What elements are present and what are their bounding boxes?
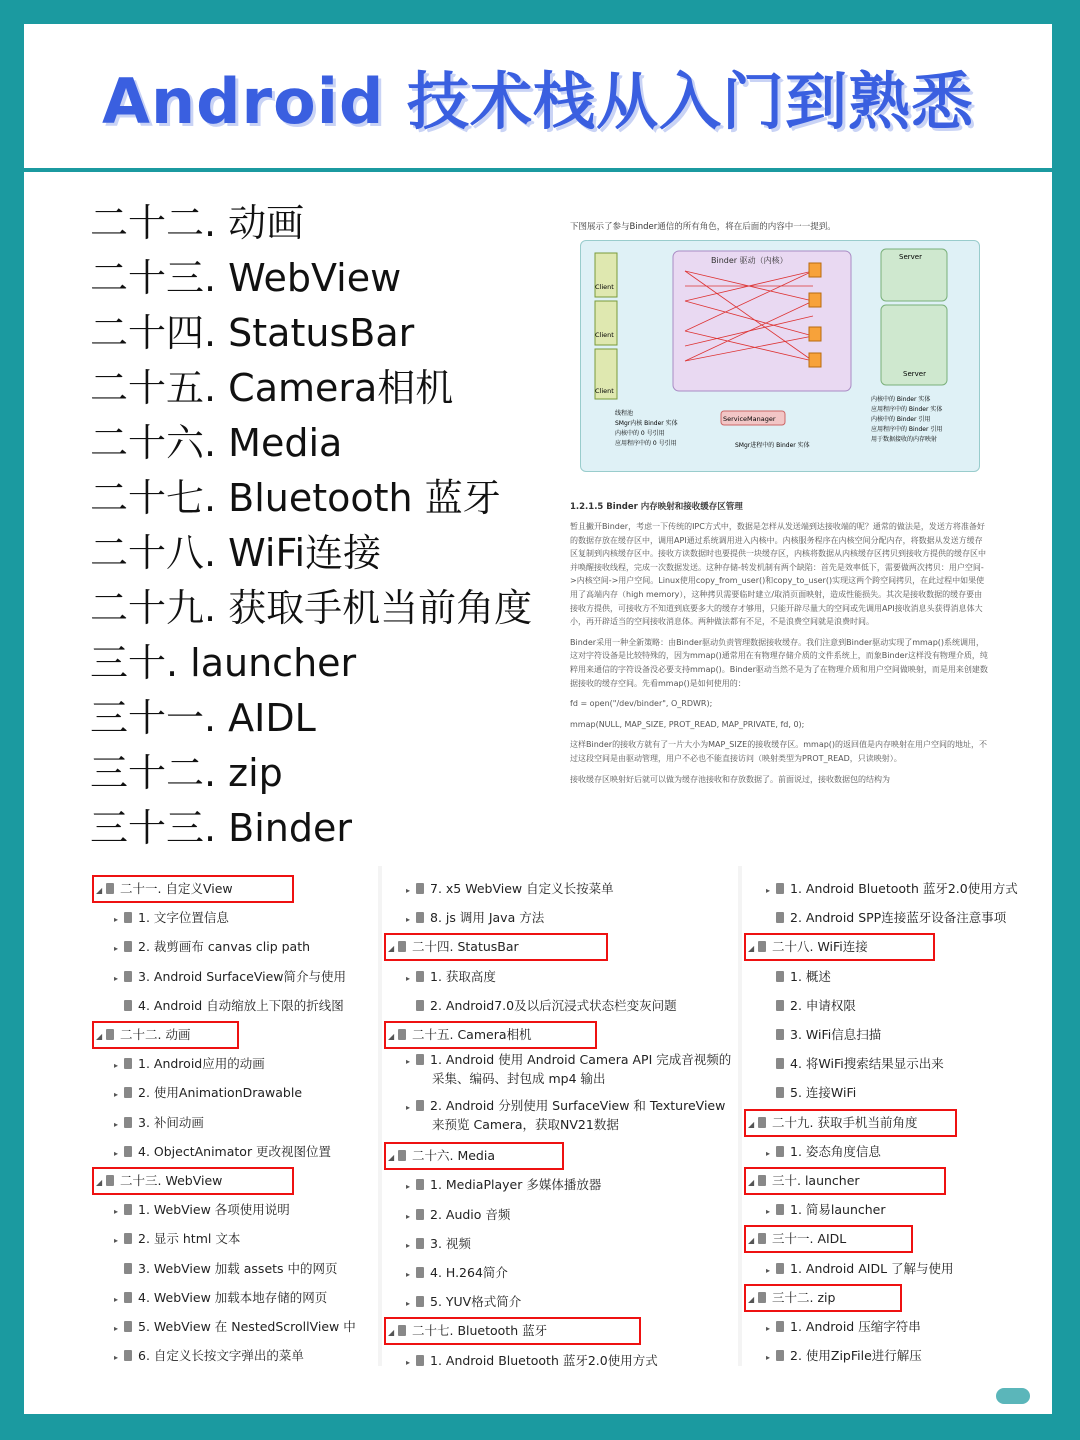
toc-item: 二十六. Media xyxy=(90,421,343,465)
page-frame xyxy=(24,24,1052,1414)
toc-item: 二十五. Camera相机 xyxy=(90,366,454,410)
client-label-3: Client xyxy=(595,387,614,395)
outline-item-label: 3. Android SurfaceView简介与使用 xyxy=(138,968,346,984)
collapse-triangle-icon[interactable]: ▸ xyxy=(406,1270,411,1279)
bookmark-icon xyxy=(776,912,784,923)
bookmark-icon xyxy=(776,1000,784,1011)
collapse-triangle-icon[interactable]: ▸ xyxy=(114,944,119,954)
bookmark-icon xyxy=(416,1267,424,1278)
legend-right-0: 内核中的 Binder 实体 xyxy=(871,396,931,403)
collapse-triangle-icon[interactable]: ▸ xyxy=(114,1119,119,1129)
expand-triangle-icon[interactable]: ◢ xyxy=(748,1119,755,1129)
collapse-triangle-icon[interactable]: ▸ xyxy=(114,1236,119,1246)
outline-item-label: 三十. launcher xyxy=(772,1173,860,1188)
outline-item[interactable] xyxy=(766,1197,886,1223)
highlight-box xyxy=(384,1142,564,1170)
collapse-triangle-icon[interactable]: ▸ xyxy=(406,915,411,925)
outline-item-label: 二十四. StatusBar xyxy=(412,939,519,955)
outline-item[interactable] xyxy=(114,1197,290,1223)
outline-item[interactable] xyxy=(776,1080,856,1106)
bookmark-icon xyxy=(776,1029,784,1040)
bookmark-icon xyxy=(776,1058,784,1069)
collapse-triangle-icon[interactable]: ▸ xyxy=(766,886,771,895)
outline-item[interactable] xyxy=(776,1022,881,1048)
toc-item: 三十一. AIDL xyxy=(90,696,316,740)
collapse-triangle-icon[interactable]: ▸ xyxy=(114,1353,119,1363)
outline-column-3 xyxy=(742,866,1018,1366)
outline-item-label: 1. Android Bluetooth 蓝牙2.0使用方式 xyxy=(790,881,1018,896)
legend-left-2: 内核中的 0 号引用 xyxy=(615,430,665,437)
bookmark-icon xyxy=(124,1233,132,1244)
collapse-triangle-icon[interactable]: ▸ xyxy=(406,1211,411,1221)
outline-item-label: 1. Android Bluetooth 蓝牙2.0使用方式 xyxy=(430,1352,658,1368)
server-label-1: Server xyxy=(899,253,922,261)
outline-item[interactable] xyxy=(406,1202,510,1228)
outline-item-label: 3. 补间动画 xyxy=(138,1114,204,1130)
outline-item[interactable] xyxy=(114,1343,304,1369)
bookmark-icon xyxy=(124,1146,132,1157)
collapse-triangle-icon[interactable]: ▸ xyxy=(114,1061,119,1071)
outline-item-label: 1. MediaPlayer 多媒体播放器 xyxy=(430,1177,602,1193)
highlight-box xyxy=(384,1317,641,1345)
doc-paragraph: 这样Binder的接收方就有了一片大小为MAP_SIZE的接收缓存区。mmap()的返回值是内存映射在用户空间的地址，不过这段空间是由驱动管理，用户不必也不能直接访问（映射类型为PROT_READ，只读映射）。 xyxy=(570,740,988,763)
outline-item[interactable] xyxy=(114,1110,204,1136)
collapse-triangle-icon[interactable]: ▸ xyxy=(406,1357,411,1367)
bookmark-icon xyxy=(124,1058,132,1069)
collapse-triangle-icon[interactable]: ▸ xyxy=(406,886,411,895)
driver-label: Binder 驱动（内核） xyxy=(711,256,788,265)
outline-item[interactable] xyxy=(406,1172,601,1198)
bookmark-icon xyxy=(416,1100,424,1111)
expand-triangle-icon[interactable]: ◢ xyxy=(96,1178,103,1187)
collapse-triangle-icon[interactable]: ▸ xyxy=(114,1090,119,1100)
collapse-triangle-icon[interactable]: ▸ xyxy=(766,1324,771,1333)
outline-item-label: 7. x5 WebView 自定义长按菜单 xyxy=(430,881,614,896)
outline-item-label: 5. 连接WiFi xyxy=(790,1085,857,1101)
collapse-triangle-icon[interactable]: ▸ xyxy=(406,1182,411,1192)
bookmark-icon xyxy=(124,1321,132,1332)
outline-item-label: 4. WebView 加载本地存储的网页 xyxy=(138,1289,328,1305)
outline-item-label: 2. 使用AnimationDrawable xyxy=(138,1085,303,1101)
expand-triangle-icon[interactable]: ◢ xyxy=(748,1178,755,1187)
outline-column-2 xyxy=(382,866,738,1366)
outline-item-label: 5. YUV格式简介 xyxy=(430,1294,522,1310)
outline-column-1 xyxy=(90,866,378,1366)
driver-box xyxy=(673,251,851,391)
outline-item-label: 1. 文字位置信息 xyxy=(138,910,229,926)
outline-item-label: 三十二. zip xyxy=(772,1289,836,1305)
bookmark-icon xyxy=(416,1209,424,1220)
bookmark-icon xyxy=(124,1087,132,1098)
outline-item[interactable] xyxy=(406,1231,471,1257)
highlight-box xyxy=(92,1021,239,1049)
highlight-box xyxy=(92,875,294,903)
bookmark-icon xyxy=(124,941,132,952)
page-title: Android 技术栈从入门到熟悉 xyxy=(102,64,974,138)
collapse-triangle-icon[interactable]: ▸ xyxy=(406,973,411,983)
bookmark-icon xyxy=(124,1292,132,1303)
outline-item-label: 2. Android SPP连接蓝牙设备注意事项 xyxy=(790,910,1007,926)
bookmark-icon xyxy=(124,1204,132,1215)
outline-item-label: 二十八. WiFi连接 xyxy=(772,939,868,955)
watermark-badge xyxy=(996,1388,1030,1404)
outline-item[interactable] xyxy=(406,1260,508,1286)
collapse-triangle-icon[interactable]: ▸ xyxy=(406,1057,411,1067)
outline-item-label: 3. WebView 加载 assets 中的网页 xyxy=(138,1260,338,1276)
collapse-triangle-icon[interactable]: ▸ xyxy=(406,1299,411,1309)
outline-item-label: 5. WebView 在 NestedScrollView 中 xyxy=(138,1319,356,1334)
outline-item-label: 4. H.264简介 xyxy=(430,1265,508,1280)
outline-item-label: 6. 自定义长按文字弹出的菜单 xyxy=(138,1348,304,1364)
legend-right-3: 应用程序中的 Binder 引用 xyxy=(871,426,943,433)
outline-item-label: 8. js 调用 Java 方法 xyxy=(430,910,545,926)
legend-left-1: SMgr内核 Binder 实体 xyxy=(615,420,678,427)
bookmark-icon xyxy=(124,971,132,982)
doc-code-line: fd = open("/dev/binder", O_RDWR); xyxy=(570,699,713,709)
title-bar xyxy=(24,24,1052,172)
client-label-1: Client xyxy=(595,283,614,291)
legend-right-1: 应用程序中的 Binder 实体 xyxy=(871,406,943,413)
service-manager-label: ServiceManager xyxy=(723,415,776,423)
toc-item: 三十二. zip xyxy=(90,751,283,795)
doc-heading: 1.2.1.5 Binder 内存映射和接收缓存区管理 xyxy=(570,502,743,512)
outline-item[interactable] xyxy=(124,993,344,1019)
outline-item[interactable] xyxy=(406,1289,521,1315)
outline-item-label: 1. Android应用的动画 xyxy=(138,1056,265,1072)
bookmark-icon xyxy=(776,971,784,982)
toc-item: 三十. launcher xyxy=(90,641,357,685)
doc-paragraph: Binder采用一种全新策略：由Binder驱动负责管理数据接收缓存。我们注意到Binder驱动实现了mmap()系统调用，这对字符设备是比较特殊的，因为mmap()通常用在有物理存储介质的文件系统上，而象Binder这样没有物理介质，纯粹用来通信的字符设备没必要支持mmap()。Binder驱动当然不是为了在物理介质和用户空间做映射，而是用来创建数据接收的缓存空间。先看mmap()是如何使用的： xyxy=(570,637,988,688)
outline-item-label-line2: 采集、编码、封包成 mp4 输出 xyxy=(432,1071,606,1087)
bookmark-icon xyxy=(776,1087,784,1098)
outline-item[interactable] xyxy=(114,1139,331,1165)
document-excerpt xyxy=(570,220,990,860)
collapse-triangle-icon[interactable]: ▸ xyxy=(406,1240,411,1250)
highlight-box xyxy=(744,933,935,961)
outline-item-label: 1. 获取高度 xyxy=(430,968,496,984)
bookmark-icon xyxy=(776,1146,784,1157)
outline-item-label: 3. WiFi信息扫描 xyxy=(790,1027,882,1042)
legend-right-4: 用于数据接收的内存映射 xyxy=(871,436,938,443)
toc-item: 二十八. WiFi连接 xyxy=(90,531,382,575)
client-label-2: Client xyxy=(595,331,614,339)
expand-triangle-icon[interactable]: ◢ xyxy=(748,944,755,954)
bookmark-icon xyxy=(416,1355,424,1366)
expand-triangle-icon[interactable]: ◢ xyxy=(388,1328,395,1338)
bookmark-icon xyxy=(416,1054,424,1065)
expand-triangle-icon[interactable]: ◢ xyxy=(388,1153,395,1163)
outline-item[interactable] xyxy=(406,1348,658,1374)
toc-item: 二十九. 获取手机当前角度 xyxy=(90,586,533,630)
outline-item-label: 2. 显示 html 文本 xyxy=(138,1231,241,1247)
bookmark-icon xyxy=(776,1204,784,1215)
legend-left-3: 应用程序中的 0 号引用 xyxy=(615,440,677,447)
outline-item-label: 二十三. WebView xyxy=(120,1173,223,1188)
bookmark-icon xyxy=(416,883,424,894)
collapse-triangle-icon[interactable]: ▸ xyxy=(766,1353,771,1363)
outline-item[interactable] xyxy=(406,905,544,931)
outline-item-label-line2: 来预览 Camera，获取NV21数据 xyxy=(432,1117,619,1133)
outline-item-label: 1. Android 使用 Android Camera API 完成音视频的 xyxy=(430,1052,732,1068)
highlight-box xyxy=(92,1167,294,1195)
collapse-triangle-icon[interactable]: ▸ xyxy=(766,1265,771,1275)
toc-item: 二十三. WebView xyxy=(90,256,402,300)
outline-item[interactable] xyxy=(114,1285,327,1311)
expand-triangle-icon[interactable]: ◢ xyxy=(96,886,103,895)
outline-item[interactable] xyxy=(114,905,229,931)
bookmark-icon xyxy=(124,1117,132,1128)
outline-item[interactable] xyxy=(766,1256,954,1282)
collapse-triangle-icon[interactable]: ▸ xyxy=(766,1207,771,1217)
outline-item-label: 二十五. Camera相机 xyxy=(412,1027,532,1042)
bookmark-icon xyxy=(416,1238,424,1249)
collapse-triangle-icon[interactable]: ▸ xyxy=(114,1294,119,1304)
outline-item-label: 4. 将WiFi搜索结果显示出来 xyxy=(790,1056,944,1072)
outline-item-label: 2. 裁剪画布 canvas clip path xyxy=(138,939,311,955)
collapse-triangle-icon[interactable]: ▸ xyxy=(114,1207,119,1217)
outline-item[interactable] xyxy=(766,1343,922,1369)
legend-right-2: 内核中的 Binder 引用 xyxy=(871,416,931,423)
outline-item-label: 3. 视频 xyxy=(430,1235,471,1251)
outline-item[interactable] xyxy=(766,1139,881,1165)
highlight-box xyxy=(384,933,608,961)
legend-bottom: SMgr进程中的 Binder 实体 xyxy=(735,442,810,449)
outline-item[interactable] xyxy=(776,964,831,990)
outline-screenshots xyxy=(90,866,1018,1368)
outline-item[interactable] xyxy=(114,1080,302,1106)
expand-triangle-icon[interactable]: ◢ xyxy=(96,1032,103,1041)
bookmark-icon xyxy=(124,1350,132,1361)
bookmark-icon xyxy=(416,1000,424,1011)
outline-item-label: 二十七. Bluetooth 蓝牙 xyxy=(412,1323,548,1339)
outline-item-label: 4. ObjectAnimator 更改视图位置 xyxy=(138,1143,332,1159)
outline-item-label: 2. 使用ZipFile进行解压 xyxy=(790,1348,922,1364)
outline-item-label: 1. 姿态角度信息 xyxy=(790,1143,881,1159)
server-label-2: Server xyxy=(903,370,926,378)
binder-diagram-svg xyxy=(581,241,981,473)
toc-item: 二十七. Bluetooth 蓝牙 xyxy=(90,476,501,520)
expand-triangle-icon[interactable]: ◢ xyxy=(748,1236,755,1246)
bookmark-icon xyxy=(776,1263,784,1274)
outline-item[interactable] xyxy=(114,1226,240,1252)
outline-item[interactable] xyxy=(766,876,1018,902)
bookmark-icon xyxy=(124,912,132,923)
outline-item[interactable] xyxy=(776,993,856,1019)
toc-item: 三十三. Binder xyxy=(90,806,352,850)
toc-list xyxy=(90,196,560,856)
highlight-box xyxy=(744,1109,957,1137)
outline-item[interactable] xyxy=(114,964,346,990)
outline-item-label: 2. Audio 音频 xyxy=(430,1206,511,1222)
outline-item[interactable] xyxy=(406,964,496,990)
collapse-triangle-icon[interactable]: ▸ xyxy=(114,1324,119,1333)
collapse-triangle-icon[interactable]: ▸ xyxy=(406,1103,411,1113)
doc-paragraph: 暂且撇开Binder，考虑一下传统的IPC方式中，数据是怎样从发送端到达接收端的呢？通常的做法是，发送方将准备好的数据存放在缓存区中，调用API通过系统调用进入内核中。内核服务程序在内核空间分配内存，将数据从发送方缓存区复制到内核缓存区中。接收方读数据时也要提供一块缓存区，内核将数据从内核缓存区拷贝到接收方提供的缓存区中并唤醒接收线程，完成一次数据发送。这种存储-转发机制有两个缺陷：首先是效率低下，需要做两次拷贝：用户空间->内核空间->用户空间。Linux使用copy_from_user()和copy_to_user()实现这两个跨空间拷贝，在此过程中如果使用了高端内存（high memory），这种拷贝需要临时建立/取消页面映射，造成性能损失。其次是接收数据的缓存要由接收方提供，可接收方不知道到底要多大的缓存才够用，只能开辟尽量大的空间或先调用API接收消息头获得消息体大小，再开辟适当的空间接收消息体。两种做法都有不足，不是浪费空间就是浪费时间。 xyxy=(570,522,986,627)
bookmark-icon xyxy=(416,1179,424,1190)
legend-left-0: 线程池 xyxy=(615,410,634,417)
outline-item-label: 2. 申请权限 xyxy=(790,997,856,1013)
doc-code-line: mmap(NULL, MAP_SIZE, PROT_READ, MAP_PRIVATE, fd, 0); xyxy=(570,719,805,729)
outline-item[interactable] xyxy=(114,934,310,960)
outline-item[interactable] xyxy=(416,993,677,1019)
outline-item[interactable] xyxy=(776,905,1006,931)
outline-item[interactable] xyxy=(114,1051,265,1077)
collapse-triangle-icon[interactable]: ▸ xyxy=(114,973,119,983)
binder-diagram xyxy=(580,240,980,472)
outline-item-label: 二十二. 动画 xyxy=(120,1027,191,1042)
doc-paragraph: 接收缓存区映射好后就可以做为缓存池接收和存放数据了。前面说过，接收数据包的结构为 xyxy=(570,774,890,784)
outline-item[interactable] xyxy=(114,1314,356,1340)
outline-item[interactable] xyxy=(776,1051,944,1077)
outline-item-label: 二十一. 自定义View xyxy=(120,881,233,896)
bookmark-icon xyxy=(124,1000,132,1011)
collapse-triangle-icon[interactable]: ▸ xyxy=(766,1148,771,1158)
bookmark-icon xyxy=(416,971,424,982)
doc-caption: 下图展示了参与Binder通信的所有角色，将在后面的内容中一一提到。 xyxy=(570,222,836,232)
outline-item[interactable] xyxy=(406,876,614,902)
outline-item[interactable] xyxy=(406,1051,731,1091)
collapse-triangle-icon[interactable]: ▸ xyxy=(114,1148,119,1158)
toc-item: 二十四. StatusBar xyxy=(90,311,415,355)
outline-item[interactable] xyxy=(406,1097,725,1137)
bookmark-icon xyxy=(416,1296,424,1307)
bookmark-icon xyxy=(776,1321,784,1332)
outline-item-label: 三十一. AIDL xyxy=(772,1231,847,1247)
expand-triangle-icon[interactable]: ◢ xyxy=(388,944,395,954)
bookmark-icon xyxy=(416,912,424,923)
toc-item: 二十二. 动画 xyxy=(90,201,305,245)
bookmark-icon xyxy=(776,883,784,894)
collapse-triangle-icon[interactable]: ▸ xyxy=(114,915,119,925)
expand-triangle-icon[interactable]: ◢ xyxy=(748,1294,755,1304)
expand-triangle-icon[interactable]: ◢ xyxy=(388,1032,395,1041)
outline-item[interactable] xyxy=(124,1256,338,1282)
outline-item[interactable] xyxy=(766,1314,921,1340)
outline-item-label: 二十六. Media xyxy=(412,1148,495,1164)
outline-item-label: 4. Android 自动缩放上下限的折线图 xyxy=(138,997,344,1013)
highlight-box xyxy=(744,1225,913,1253)
bookmark-icon xyxy=(776,1350,784,1361)
highlight-box xyxy=(744,1284,902,1312)
outline-item-label: 1. Android AIDL 了解与使用 xyxy=(790,1260,954,1276)
outline-item-label: 1. Android 压缩字符串 xyxy=(790,1319,921,1334)
outline-item-label: 1. WebView 各项使用说明 xyxy=(138,1202,290,1218)
highlight-box xyxy=(744,1167,946,1195)
highlight-box xyxy=(384,1021,597,1049)
outline-item-label: 二十九. 获取手机当前角度 xyxy=(772,1114,918,1130)
bookmark-icon xyxy=(124,1263,132,1274)
outline-item-label: 2. Android7.0及以后沉浸式状态栏变灰问题 xyxy=(430,997,677,1013)
outline-item-label: 1. 简易launcher xyxy=(790,1202,886,1218)
outline-item-label: 1. 概述 xyxy=(790,968,831,984)
outline-item-label: 2. Android 分别使用 SurfaceView 和 TextureView xyxy=(430,1098,726,1114)
